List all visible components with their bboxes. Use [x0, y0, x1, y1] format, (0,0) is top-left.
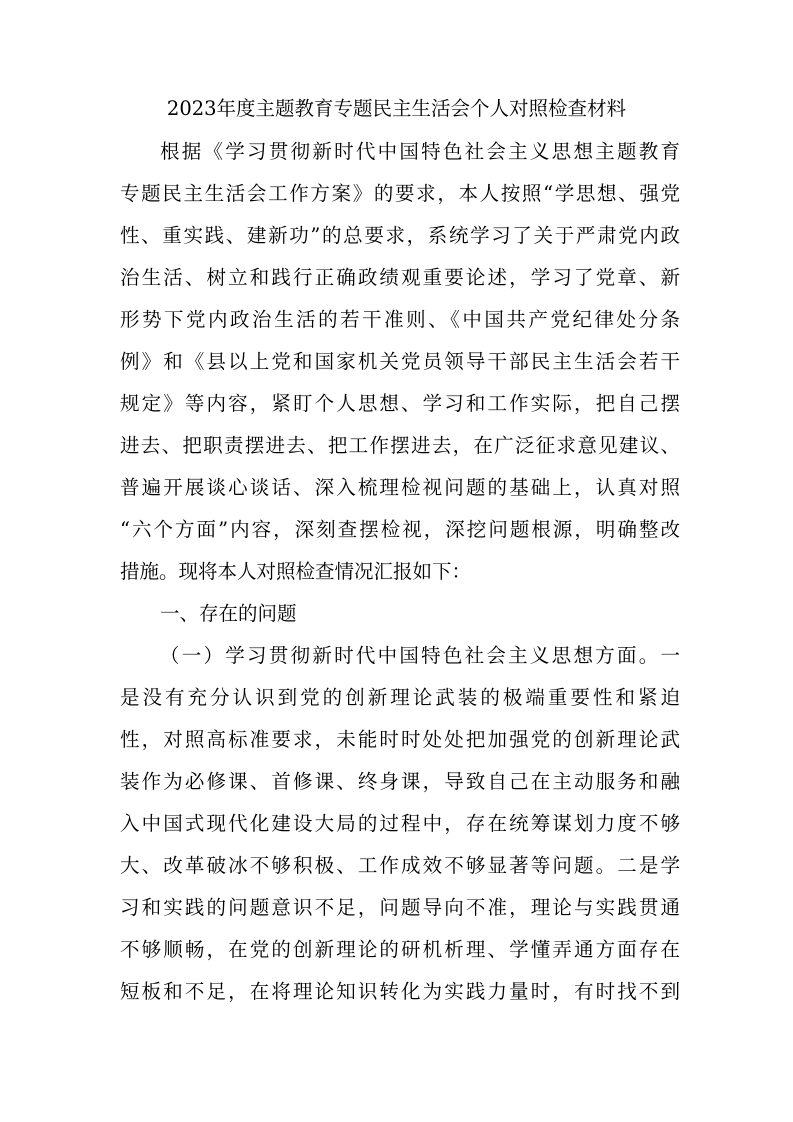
paragraph-line: 措施。现将本人对照检查情况汇报如下： — [120, 560, 472, 583]
paragraph-line: 形势下党内政治生活的若干准则、《中国共产党纪律处分条 — [120, 308, 680, 331]
paragraph-line: 进去、把职责摆进去、把工作摆进去，在广泛征求意见建议、 — [120, 434, 680, 457]
paragraph-line: （一）学习贯彻新时代中国特色社会主义思想方面。一 — [160, 644, 680, 667]
paragraph-line: 大、改革破冰不够积极、工作成效不够显著等问题。二是学 — [120, 854, 680, 877]
paragraph-line: “六个方面”内容，深刻查摆检视，深挖问题根源，明确整改 — [120, 518, 680, 541]
paragraph-line: 专题民主生活会工作方案》的要求，本人按照“学思想、强党 — [120, 182, 680, 205]
paragraph-line: 根据《学习贯彻新时代中国特色社会主义思想主题教育 — [160, 140, 680, 163]
paragraph-line: 不够顺畅，在党的创新理论的研机析理、学懂弄通方面存在 — [120, 938, 680, 961]
paragraph-line: 普遍开展谈心谈话、深入梳理检视问题的基础上，认真对照 — [120, 476, 680, 499]
paragraph-line: 治生活、树立和践行正确政绩观重要论述，学习了党章、新 — [120, 266, 680, 289]
paragraph-line: 装作为必修课、首修课、终身课，导致自己在主动服务和融 — [120, 770, 680, 793]
paragraph-line: 性、重实践、建新功”的总要求，系统学习了关于严肃党内政 — [120, 224, 680, 247]
paragraph-line: 性，对照高标准要求，未能时时处处把加强党的创新理论武 — [120, 728, 680, 751]
paragraph-line: 是没有充分认识到党的创新理论武装的极端重要性和紧迫 — [120, 686, 680, 709]
paragraph-line: 入中国式现代化建设大局的过程中，存在统筹谋划力度不够 — [120, 812, 680, 835]
paragraph-line: 习和实践的问题意识不足，问题导向不准，理论与实践贯通 — [120, 896, 680, 919]
paragraph-line: 例》和《县以上党和国家机关党员领导干部民主生活会若干 — [120, 350, 680, 373]
paragraph-line: 短板和不足，在将理论知识转化为实践力量时，有时找不到 — [120, 980, 680, 1003]
document-title: 2023年度主题教育专题民主生活会个人对照检查材料 — [166, 97, 627, 120]
paragraph-line: 规定》等内容，紧盯个人思想、学习和工作实际，把自己摆 — [120, 392, 680, 415]
section-heading: 一、存在的问题 — [160, 602, 297, 625]
